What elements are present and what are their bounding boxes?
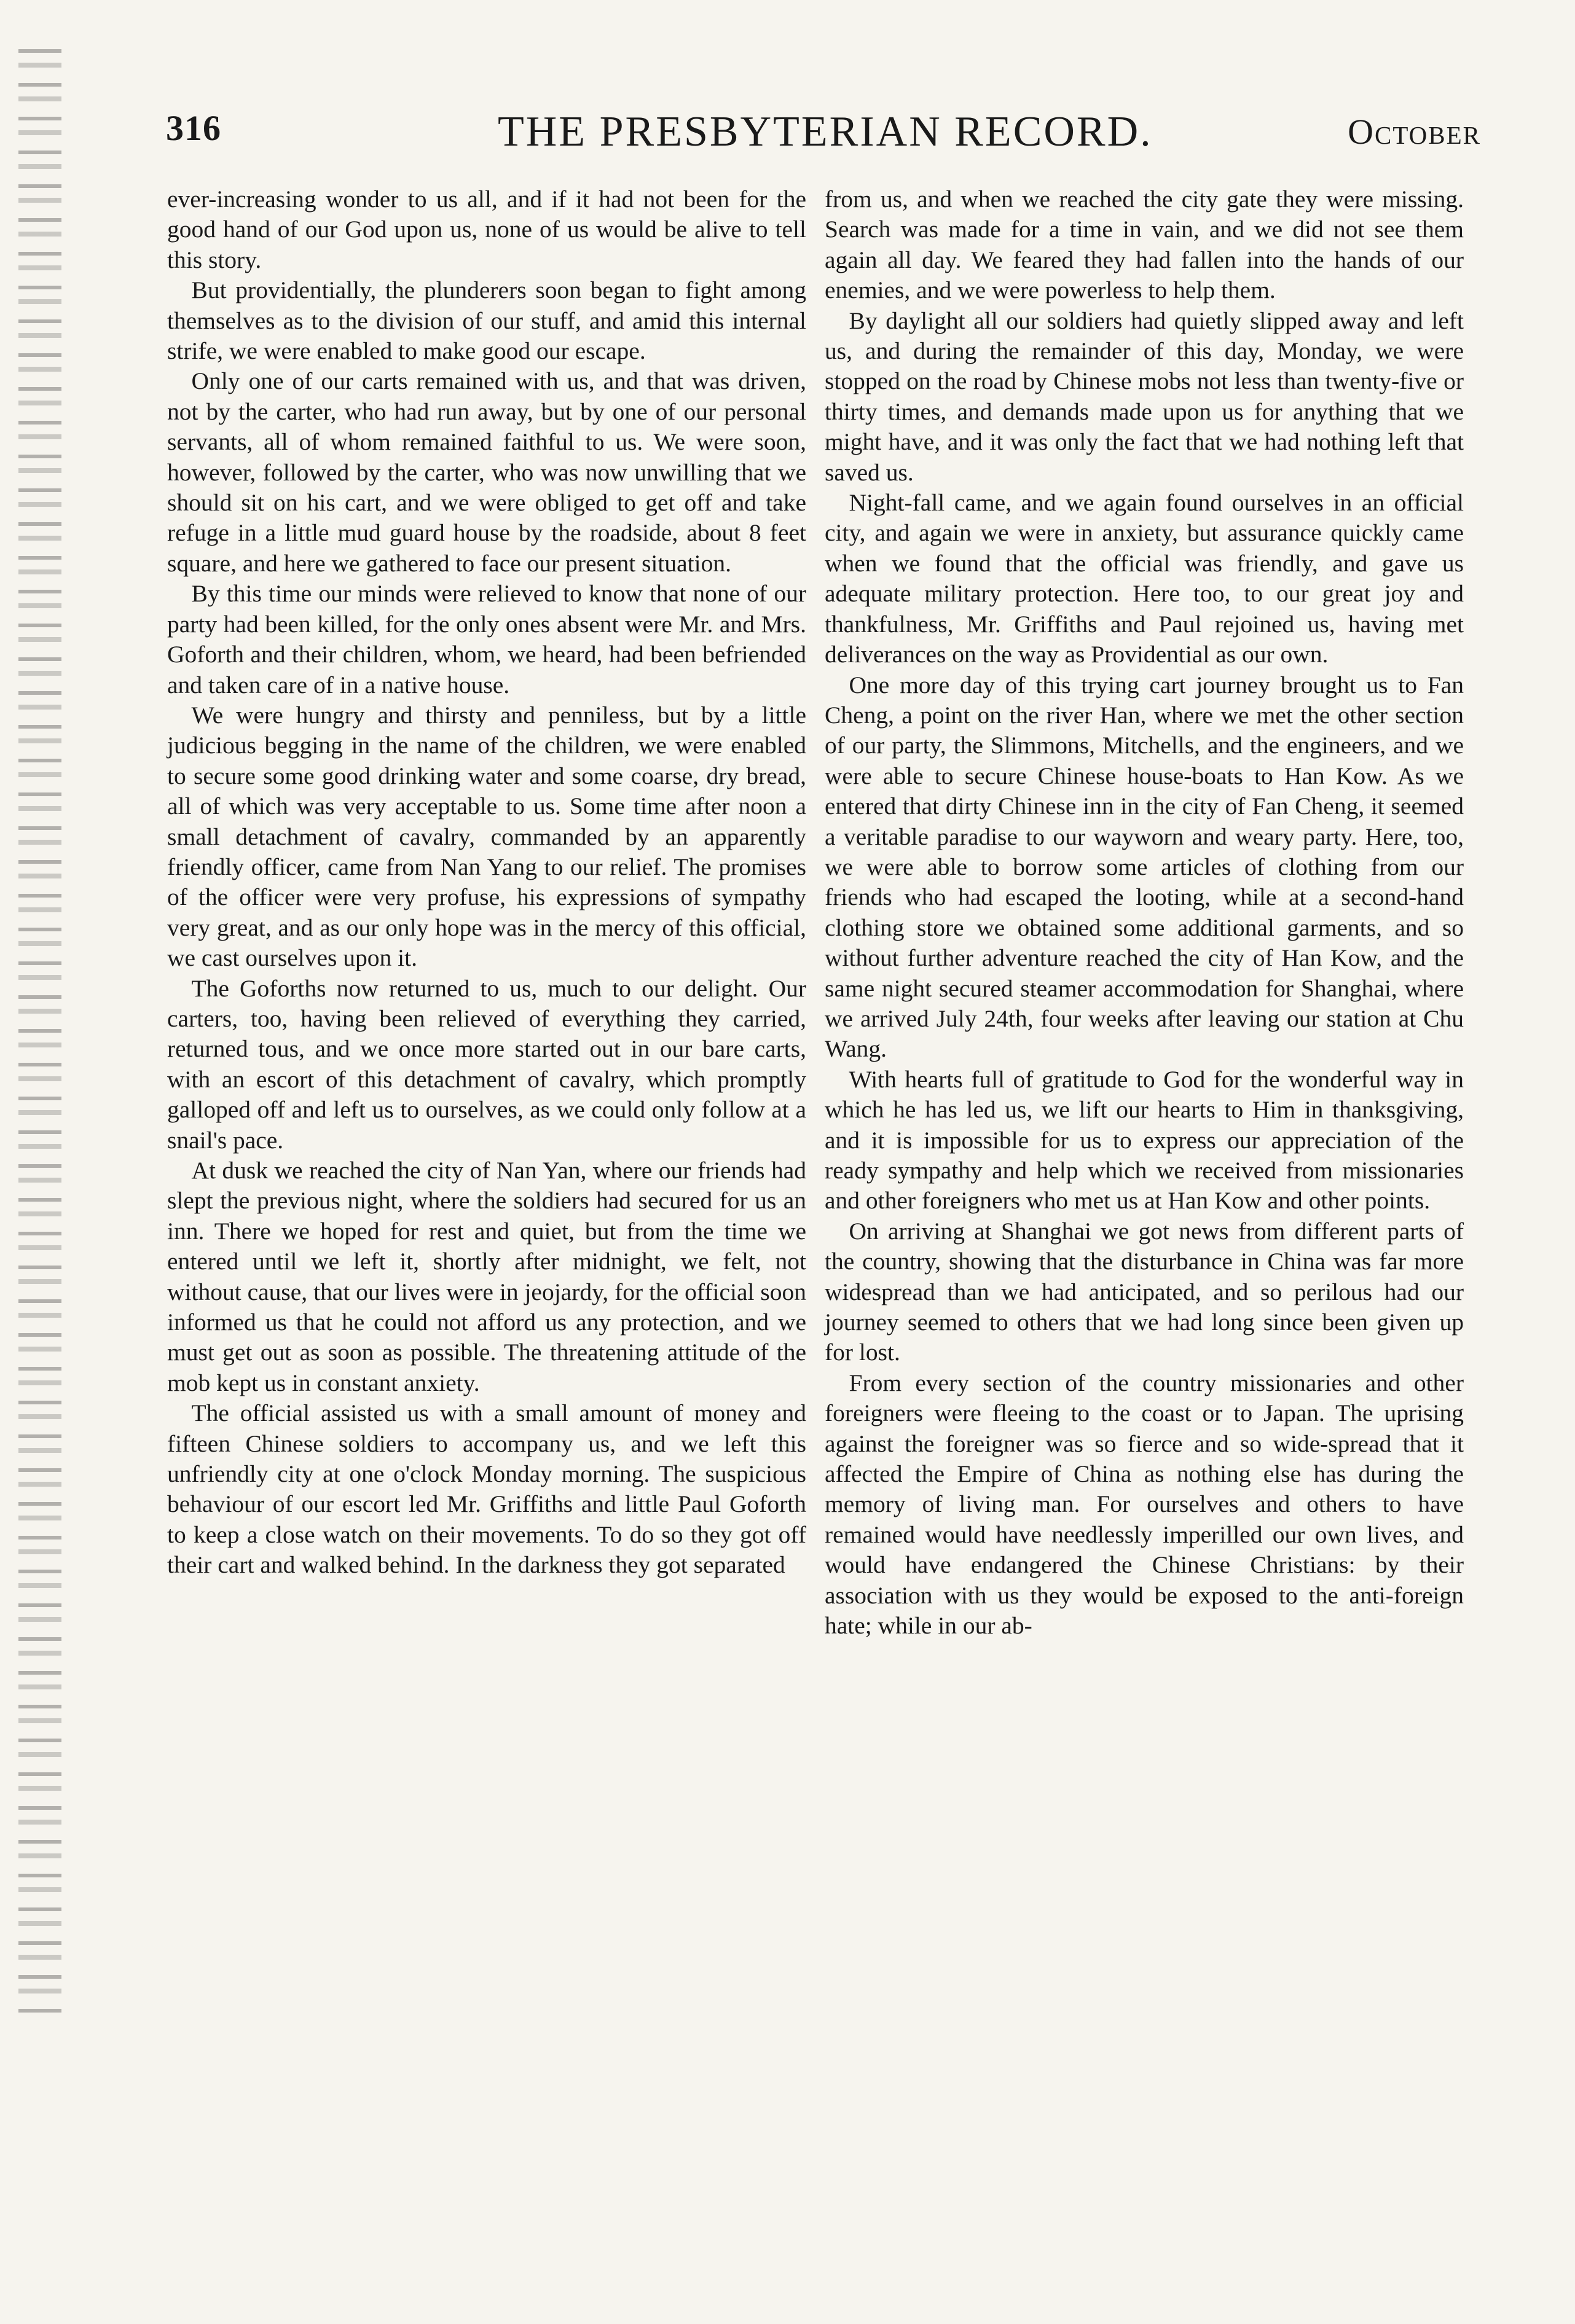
paragraph: Only one of our carts remained with us, and that was driven, not by the carter, who had run away, but by one of our personal servants, all of whom remained faithful to us. We were soon, however, followed by the carter, who was now unwilling that we should sit on his cart, and we were obliged to get off and take refuge in a little mud guard house by the roadside, about 8 feet square, and here we gathered to face our present situation. (167, 367, 806, 577)
paragraph: By this time our minds were relieved to know that none of our party had been killed, for the only ones absent were Mr. and Mrs. Goforth and their children, whom, we heard, had been befriended and taken care of in a native house. (167, 580, 806, 698)
left-column (167, 184, 806, 1581)
running-header (166, 108, 1481, 175)
journal-title: THE PRESBYTERIAN RECORD. (498, 108, 1153, 155)
paragraph: ever-increasing wonder to us all, and if it had not been for the good hand of our God upon us, none of us would be alive to tell this story. (167, 186, 806, 273)
issue-month: October (1348, 112, 1481, 152)
binding-edge-shadow (18, 49, 61, 2015)
right-column (825, 184, 1464, 1641)
paragraph: From every section of the country missionaries and other foreigners were fleeing to the coast or to Japan. The uprising against the foreigner was so fierce and so wide-spread that it affected the Empire of China as nothing else has during the memory of living man. For ourselves and others to have remained would have needlessly imperilled our own lives, and would have endangered the Chinese Christians: by their association with us they would be exposed to the anti-foreign hate; while in our ab- (825, 1369, 1464, 1640)
paragraph: By daylight all our soldiers had quietly slipped away and left us, and during the remainder of this day, Monday, we were stopped on the road by Chinese mobs not less than twenty-five or thirty times, and demands made upon us for anything that we might have, and it was only the fact that we had nothing left that saved us. (825, 307, 1464, 486)
paragraph: With hearts full of gratitude to God for the wonderful way in which he has led us, we lift our hearts to Him in thanksgiving, and it is impossible for us to express our appreciation of the ready sympathy and help which we received from missionaries and other foreigners who met us at Han Kow and other points. (825, 1065, 1464, 1215)
paragraph: But providentially, the plunderers soon began to fight among themselves as to the division of our stuff, and amid this internal strife, we were enabled to make good our escape. (167, 276, 806, 365)
page-number: 316 (166, 108, 221, 148)
paragraph: We were hungry and thirsty and penniless, but by a little judicious begging in the name of the children, we were enabled to secure some good drinking water and some coarse, dry bread, all of which was very acceptable to us. Some time after noon a small detachment of cavalry, commanded by an apparently friendly officer, came from Nan Yang to our relief. The promises of the officer were very profuse, his expressions of sympathy very great, and as our only hope was in the mercy of this official, we cast ourselves upon it. (167, 701, 806, 972)
paragraph: The official assisted us with a small amount of money and fifteen Chinese soldiers to accompany us, and we left this unfriendly city at one o'clock Monday morning. The suspicious behaviour of our escort led Mr. Griffiths and little Paul Goforth to keep a close watch on their movements. To do so they got off their cart and walked behind. In the darkness they got separated (167, 1399, 806, 1579)
paragraph: At dusk we reached the city of Nan Yan, where our friends had slept the previous night, where the soldiers had secured for us an inn. There we hoped for rest and quiet, but from the time we entered until we left it, shortly after midnight, we felt, not without cause, that our lives were in jeojardy, for the official soon informed us that he could not afford us any protection, and we must get out as soon as possible. The threatening attitude of the mob kept us in constant anxiety. (167, 1157, 806, 1396)
paragraph: One more day of this trying cart journey brought us to Fan Cheng, a point on the river Han, where we met the other section of our party, the Slimmons, Mitchells, and the engineers, and we were able to secure Chinese house-boats to Han Kow. As we entered that dirty Chinese inn in the city of Fan Cheng, it seemed a veritable paradise to our wayworn and weary party. Here, too, we were able to borrow some articles of clothing from our friends who had escaped the looting, while at a second-hand clothing store we obtained some additional garments, and so without further adventure reached the city of Han Kow, and the same night secured steamer accommodation for Shanghai, where we arrived July 24th, four weeks after leaving our station at Chu Wang. (825, 671, 1464, 1063)
paragraph: Night-fall came, and we again found ourselves in an official city, and again we were in anxiety, but assurance quickly came when we found that the official was friendly, and gave us adequate military protection. Here too, to our great joy and thankfulness, Mr. Griffiths and Paul rejoined us, having met deliverances on the way as Providential as our own. (825, 489, 1464, 668)
paragraph: On arriving at Shanghai we got news from different parts of the country, showing that the disturbance in China was far more widespread than we had anticipated, and so perilous had our journey seemed to others that we had long since been given up for lost. (825, 1217, 1464, 1366)
paragraph: The Goforths now returned to us, much to our delight. Our carters, too, having been relieved of everything they carried, returned tous, and we once more started out in our bare carts, with an escort of this detachment of cavalry, which promptly galloped off and left us to ourselves, as we could only follow at a snail's pace. (167, 974, 806, 1154)
paragraph: from us, and when we reached the city gate they were missing. Search was made for a time in vain, and we did not see them again all day. We feared they had fallen into the hands of our enemies, and we were powerless to help them. (825, 186, 1464, 304)
